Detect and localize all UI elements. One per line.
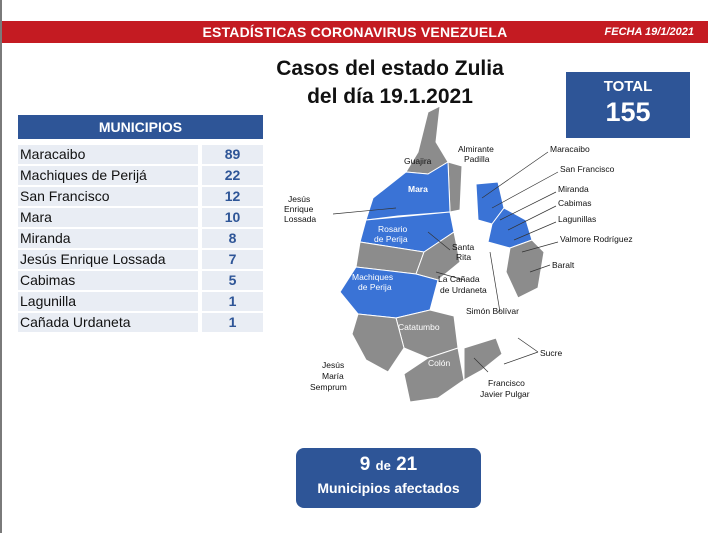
label-pulgar-1: Francisco [488, 378, 525, 388]
label-canada-2: de Urdaneta [440, 285, 487, 295]
row-value: 8 [202, 229, 263, 248]
label-santa-rita-1: Santa [452, 242, 475, 252]
left-border [0, 0, 2, 533]
row-name: San Francisco [18, 187, 198, 206]
table-row [18, 145, 263, 164]
title-line-1: Casos del estado Zulia [276, 57, 504, 80]
label-miranda: Miranda [558, 184, 589, 194]
affected-count-line [296, 454, 481, 476]
municipios-table [18, 145, 263, 334]
title-line-2: del día 19.1.2021 [307, 85, 473, 108]
row-name: Machiques de Perijá [18, 166, 198, 185]
municipios-header: MUNICIPIOS [18, 115, 263, 139]
row-value: 22 [202, 166, 263, 185]
label-valmore: Valmore Rodríguez [560, 234, 633, 244]
row-value: 10 [202, 208, 263, 227]
label-jesus-3: Lossada [284, 214, 317, 224]
label-baralt: Baralt [552, 260, 575, 270]
table-row [18, 187, 263, 206]
label-colon: Colón [428, 358, 451, 368]
label-jesus-2: Enrique [284, 204, 314, 214]
table-row [18, 250, 263, 269]
header-banner [2, 21, 708, 43]
label-semprum-1: Jesús [322, 360, 345, 370]
row-value: 5 [202, 271, 263, 290]
label-canada-1: La Cañada [438, 274, 480, 284]
label-cabimas: Cabimas [558, 198, 592, 208]
region-sucre [464, 338, 502, 380]
total-label: TOTAL [603, 78, 653, 95]
row-name: Miranda [18, 229, 198, 248]
label-sucre: Sucre [540, 348, 563, 358]
total-value: 155 [605, 97, 651, 127]
row-value: 1 [202, 313, 263, 332]
row-name: Maracaibo [18, 145, 198, 164]
label-san-francisco: San Francisco [560, 164, 615, 174]
label-rosario-1: Rosario [378, 224, 408, 234]
label-semprum-3: Semprum [310, 382, 347, 392]
table-row [18, 166, 263, 185]
region-colon [404, 348, 464, 402]
table-row [18, 208, 263, 227]
row-value: 89 [202, 145, 263, 164]
row-value: 12 [202, 187, 263, 206]
row-name: Cañada Urdaneta [18, 313, 198, 332]
affected-box [296, 448, 481, 508]
banner-date: FECHA 19/1/2021 [604, 26, 694, 38]
label-simon-bolivar: Simón Bolívar [466, 306, 519, 316]
label-semprum-2: María [322, 371, 344, 381]
label-pulgar-2: Javier Pulgar [480, 389, 530, 399]
label-machiques-1: Machiques [352, 272, 394, 282]
zulia-map [278, 102, 678, 422]
banner-title: ESTADÍSTICAS CORONAVIRUS VENEZUELA [202, 24, 508, 40]
table-row [18, 229, 263, 248]
label-catatumbo: Catatumbo [398, 322, 440, 332]
label-guajira: Guajira [404, 156, 432, 166]
label-maracaibo: Maracaibo [550, 144, 590, 154]
row-name: Cabimas [18, 271, 198, 290]
row-value: 1 [202, 292, 263, 311]
affected-label: Municipios afectados [317, 480, 460, 496]
affected-count: 9 [359, 454, 371, 475]
row-name: Lagunilla [18, 292, 198, 311]
affected-total: 21 [396, 454, 418, 475]
row-value: 7 [202, 250, 263, 269]
row-name: Mara [18, 208, 198, 227]
label-almirante-1: Almirante [458, 144, 494, 154]
label-machiques-2: de Perija [358, 282, 392, 292]
region-semprum [352, 314, 404, 372]
row-name: Jesús Enrique Lossada [18, 250, 198, 269]
affected-connector: de [375, 458, 391, 473]
label-lagunillas: Lagunillas [558, 214, 597, 224]
label-santa-rita-2: Rita [456, 252, 472, 262]
table-row [18, 313, 263, 332]
zulia-map-svg [278, 102, 678, 422]
table-row [18, 292, 263, 311]
label-rosario-2: de Perija [374, 234, 408, 244]
table-row [18, 271, 263, 290]
label-almirante-2: Padilla [464, 154, 490, 164]
label-mara: Mara [408, 184, 428, 194]
label-jesus-1: Jesús [288, 194, 311, 204]
